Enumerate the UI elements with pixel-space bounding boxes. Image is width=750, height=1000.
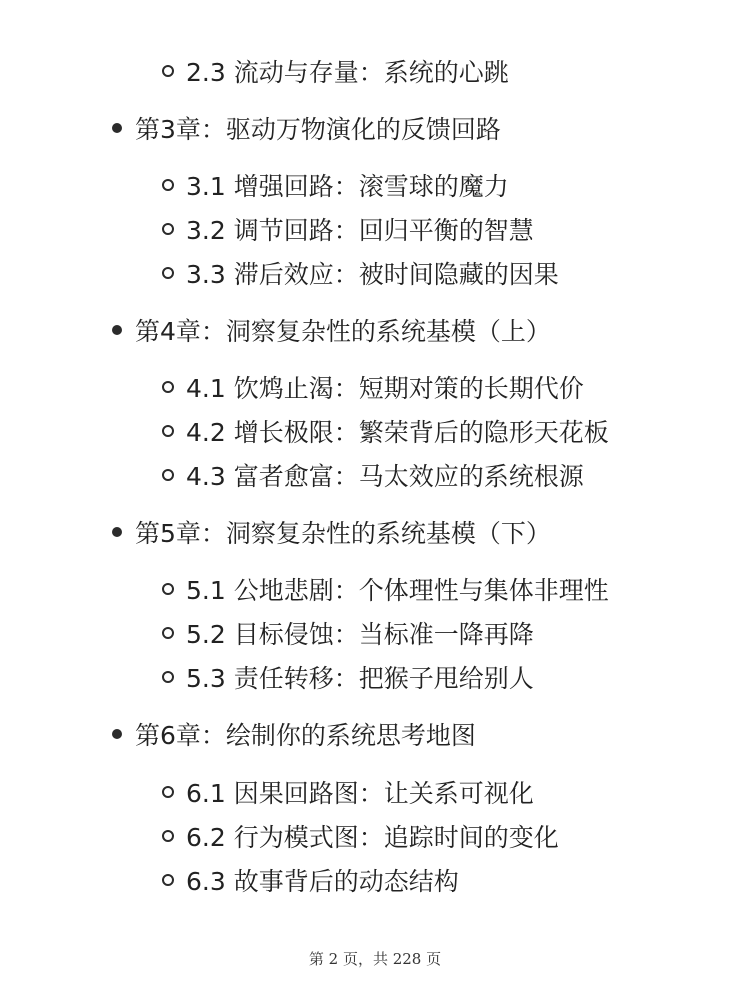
toc-item-label: 5.3 责任转移：把猴子甩给别人: [186, 664, 534, 693]
toc-item-label: 6.3 故事背后的动态结构: [186, 867, 459, 896]
hollow-circle-bullet-icon: [162, 874, 174, 886]
toc-item-label: 第6章：绘制你的系统思考地图: [135, 721, 476, 750]
filled-disc-bullet-icon: [112, 527, 122, 537]
hollow-circle-bullet-icon: [162, 381, 174, 393]
page-number-footer: 第 2 页，共 228 页: [308, 950, 442, 968]
hollow-circle-bullet-icon: [162, 65, 174, 77]
filled-disc-bullet-icon: [112, 325, 122, 335]
toc-item-label: 4.1 饮鸩止渴：短期对策的长期代价: [186, 374, 584, 403]
toc-item-label: 3.3 滞后效应：被时间隐藏的因果: [186, 260, 559, 289]
hollow-circle-bullet-icon: [162, 627, 174, 639]
toc-item-label: 3.2 调节回路：回归平衡的智慧: [186, 216, 534, 245]
hollow-circle-bullet-icon: [162, 583, 174, 595]
toc-item-label: 6.1 因果回路图：让关系可视化: [186, 779, 534, 808]
hollow-circle-bullet-icon: [162, 223, 174, 235]
toc-item-label: 2.3 流动与存量：系统的心跳: [186, 58, 509, 87]
toc-item-label: 第4章：洞察复杂性的系统基模（上）: [135, 317, 551, 346]
toc-item-label: 第3章：驱动万物演化的反馈回路: [135, 115, 501, 144]
toc-item-label: 3.1 增强回路：滚雪球的魔力: [186, 172, 509, 201]
filled-disc-bullet-icon: [112, 729, 122, 739]
hollow-circle-bullet-icon: [162, 671, 174, 683]
hollow-circle-bullet-icon: [162, 786, 174, 798]
filled-disc-bullet-icon: [112, 123, 122, 133]
toc-item-label: 5.1 公地悲剧：个体理性与集体非理性: [186, 576, 609, 605]
hollow-circle-bullet-icon: [162, 830, 174, 842]
toc-item-label: 5.2 目标侵蚀：当标准一降再降: [186, 620, 534, 649]
toc-item-label: 第5章：洞察复杂性的系统基模（下）: [135, 519, 551, 548]
toc-item-label: 4.2 增长极限：繁荣背后的隐形天花板: [186, 418, 609, 447]
toc-item-label: 6.2 行为模式图：追踪时间的变化: [186, 823, 559, 852]
hollow-circle-bullet-icon: [162, 469, 174, 481]
toc-item-label: 4.3 富者愈富：马太效应的系统根源: [186, 462, 584, 491]
hollow-circle-bullet-icon: [162, 425, 174, 437]
hollow-circle-bullet-icon: [162, 267, 174, 279]
hollow-circle-bullet-icon: [162, 179, 174, 191]
